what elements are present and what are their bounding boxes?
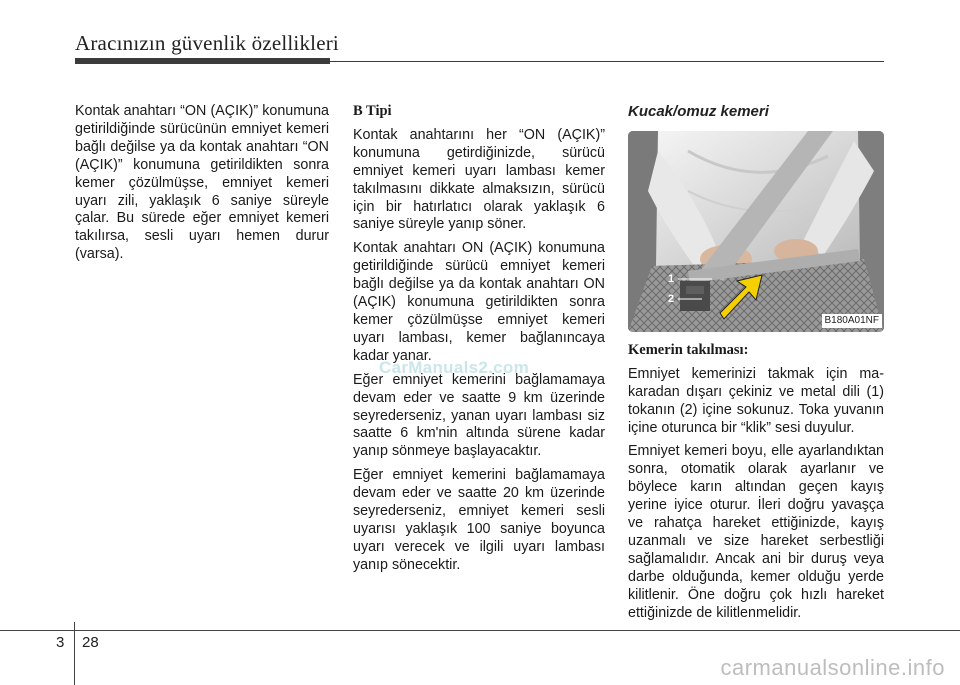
header-rule-thin [330,61,884,62]
col1-paragraph-1: Kontak anahtarı “ON (AÇIK)” konumuna getirildiğinde sürücünün emniyet kemeri bağlı değilse ya da kontak anahtarı “ON (AÇIK)” konumuna getirildikten sonra kemer çözülmüşse, emniyet kemeri uyarı zili, yaklaşık 6 saniye süreyle çalar. Bu sürede eğer emniyet kemeri takılırsa, sesli uyarı hemen durur (varsa). [75,103,329,263]
seatbelt-illustration [628,131,884,332]
col3-paragraph-1: Emniyet kemerinizi takmak için makaradan dışarı çekiniz ve metal dili (1) tokanın (2) içine sokunuz. Toka yuvanın içine oturunca bir “klik” sesi duyulur. [628,365,884,436]
col2-paragraph-3: Eğer emniyet kemerini bağlamamaya devam eder ve saatte 9 km üzerinde seyrederseniz, yanan uyarı lambası siz saatte 6 km'nin altında sürene kadar yanıp sönmeye başlayacaktır. [353,371,605,460]
column-3 [628,103,884,629]
chapter-number: 3 [56,634,65,651]
col3-subheading: Kemerin takılması: [628,341,749,358]
col2-paragraph-2: Kontak anahtarı ON (AÇIK) konumuna getirildiğinde sürücü emniyet kemeri bağlı değilse ya da kontak anahtarı ON (AÇIK) konumuna getirildikten sonra kemer çözülmüşse emniyet kemeri uyarı lambası, kemer bağlanıncaya kadar yanar. [353,240,605,364]
footer-rule [0,630,960,631]
watermark-overlay: CarManuals2.com [379,358,529,377]
footer-divider [74,622,75,685]
figure-code: B180A01NF [822,314,882,328]
section-title: Kucak/omuz kemeri [628,103,769,120]
column-2 [353,103,605,581]
col2-paragraph-4: Eğer emniyet kemerini bağlamamaya devam eder ve saatte 20 km üzerinde seyrederseniz, emniyet kemeri sesli uyarısı yaklaşık 100 saniye boyunca uyarı verecek ve ilgili uyarı lambası yanıp sönecektir. [353,467,605,573]
header-title: Aracınızın güvenlik özellikleri [75,31,339,55]
seatbelt-figure [628,131,884,332]
col2-heading: B Tipi [353,103,392,119]
callout-1: 1 [668,272,675,285]
callout-2: 2 [668,292,675,305]
site-watermark: carmanualsonline.info [720,655,945,680]
header-rule-thick [75,58,330,64]
column-1 [75,103,329,270]
col2-paragraph-1: Kontak anahtarını her “ON (AÇIK)” konumuna getirdiğinizde, sürücü emniyet kemeri uyarı lambası kemer takılmasını dikkate almaksızın, sürücü için bir hatırlatıcı olarak yaklaşık 6 saniye süreyle yanıp söner. [353,126,605,233]
col3-paragraph-2: Emniyet kemeri boyu, elle ayarlandıktan sonra, otomatik olarak ayarlanır ve böylece karın altından geçen kayış yerine iyice oturur. İleri doğru yavaşça ve rahatça hareket ettiğinizde, kayış uzanmalı ve size hareket serbestliği sağlamalıdır. Ancak ani bir duruş veya darbe olduğunda, kemer olduğu yerde kilitlenir. Öne doğru çok hızlı hareket ettiğinizde de kilitlenmelidir. [628,443,884,621]
page-number: 28 [82,634,99,651]
